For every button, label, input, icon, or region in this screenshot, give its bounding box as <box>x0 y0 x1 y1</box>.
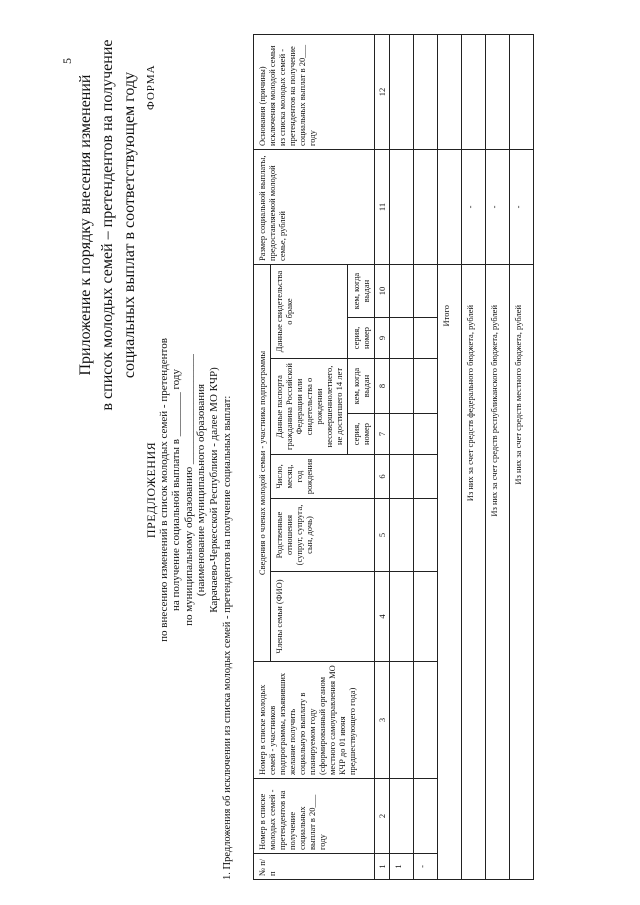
table-cell <box>414 359 438 414</box>
summary-empty <box>486 34 510 149</box>
column-number: 3 <box>375 662 390 779</box>
header-marriage-series: серия, номер <box>348 318 375 359</box>
summary-label: Итого <box>438 264 462 879</box>
column-number: 1 <box>375 854 390 880</box>
header-list-number: Номер в списке молодых семей - претендентов на получение социальных выплат в 20___ году <box>254 779 375 854</box>
table-cell <box>414 455 438 499</box>
appendix-line: социальных выплат в соответствующем году <box>121 71 138 379</box>
table-cell <box>390 572 414 662</box>
summary-label: Из них за счет средств федерального бюджета, рублей <box>462 264 486 879</box>
column-number: 8 <box>375 359 390 414</box>
header-family-members: Члены семьи (ФИО) <box>271 572 375 662</box>
section-heading: 1. Предложения об исключении из списка молодых семей - претендентов на получение социальных выплат: <box>222 395 233 880</box>
table-cell <box>390 264 414 317</box>
column-number: 4 <box>375 572 390 662</box>
table-cell <box>390 779 414 854</box>
table-cell <box>390 455 414 499</box>
header-number: № п/п <box>254 854 375 880</box>
summary-empty <box>510 34 534 149</box>
table-cell <box>414 414 438 455</box>
column-number: 10 <box>375 264 390 317</box>
header-family-info: Сведения о членах молодой семьи - участника подпрограммы <box>254 264 271 661</box>
summary-label: Из них за счет средств республиканского бюджета, рублей <box>486 264 510 879</box>
column-number: 2 <box>375 779 390 854</box>
appendix-header <box>75 15 141 435</box>
appendix-line: Приложение к порядку внесения изменений <box>77 74 94 376</box>
table-cell <box>414 264 438 317</box>
header-marriage-issued: кем, когда выдан <box>348 264 375 317</box>
table-cell <box>414 318 438 359</box>
column-number: 7 <box>375 414 390 455</box>
table-cell <box>414 779 438 854</box>
header-passport: Данные паспорта гражданина Российской Федерации или свидетельства о рождении несовершеннолетнего, не достигшего 14 лет <box>271 359 348 455</box>
table-cell <box>414 662 438 779</box>
proposals-header <box>145 325 220 655</box>
proposals-line: по внесению изменений в список молодых семей - претендентов <box>157 338 170 642</box>
table-cell <box>414 149 438 264</box>
summary-empty <box>438 34 462 149</box>
summary-empty <box>462 34 486 149</box>
header-marriage: Данные свидетельства о браке <box>271 264 348 358</box>
table-cell <box>414 499 438 572</box>
summary-row-total <box>438 34 462 879</box>
table-cell <box>390 318 414 359</box>
header-passport-series: серия, номер <box>348 414 375 455</box>
summary-row-local <box>510 34 534 879</box>
appendix-line: в список молодых семей – претендентов на получение <box>99 39 116 411</box>
header-relation: Родственные отношения (супруг, супруга, сын, дочь) <box>271 499 375 572</box>
table-cell <box>390 359 414 414</box>
table-cell <box>390 34 414 149</box>
table-row <box>390 34 414 879</box>
column-number-row <box>375 34 390 879</box>
proposals-line: на получение социальной выплаты в ________ году <box>170 369 182 611</box>
table-cell <box>390 149 414 264</box>
column-number: 6 <box>375 455 390 499</box>
summary-value: - <box>486 149 510 264</box>
column-number: 11 <box>375 149 390 264</box>
column-number: 12 <box>375 34 390 149</box>
table-cell <box>414 572 438 662</box>
header-payment-size: Размер социальной выплаты, предоставляемой молодой семье, рублей <box>254 149 375 264</box>
table-cell <box>390 414 414 455</box>
column-number: 9 <box>375 318 390 359</box>
column-number: 5 <box>375 499 390 572</box>
summary-value <box>438 149 462 264</box>
header-exclusion-reason: Основания (причины) исключения молодой семьи из списка молодых семей - претендентов на получение социальных выплат в 20___ году <box>254 34 375 149</box>
summary-value: - <box>510 149 534 264</box>
summary-row-federal <box>462 34 486 879</box>
table-cell: 1 <box>390 854 414 880</box>
exclusion-table <box>253 34 534 880</box>
proposals-line: по муниципальному образованию ____________________ <box>182 354 195 626</box>
summary-row-republic <box>486 34 510 879</box>
page-number: 5 <box>60 58 74 64</box>
form-label: ФОРМА <box>145 64 157 110</box>
proposals-title: ПРЕДЛОЖЕНИЯ <box>144 441 158 539</box>
summary-label: Из них за счет средств местного бюджета, рублей <box>510 264 534 879</box>
header-participant-number: Номер в списке молодых семей - участников подпрограммы, изъявивших желание получить социальную выплату в планируемом году (сформированный органом местного самоуправления МО КЧР до 01 июня предшествующего года) <box>254 662 375 779</box>
table-cell <box>390 662 414 779</box>
proposals-line: (наименование муниципального образования <box>195 383 207 597</box>
header-birth-date: Число, месяц, год рождения <box>271 455 375 499</box>
table-row <box>414 34 438 879</box>
proposals-line: Карачаево-Черкесской Республики - далее МО КЧР) <box>207 367 220 613</box>
summary-value: - <box>462 149 486 264</box>
table-cell: - <box>414 854 438 880</box>
table-cell <box>414 34 438 149</box>
table-cell <box>390 499 414 572</box>
header-passport-issued: кем, когда выдан <box>348 359 375 414</box>
